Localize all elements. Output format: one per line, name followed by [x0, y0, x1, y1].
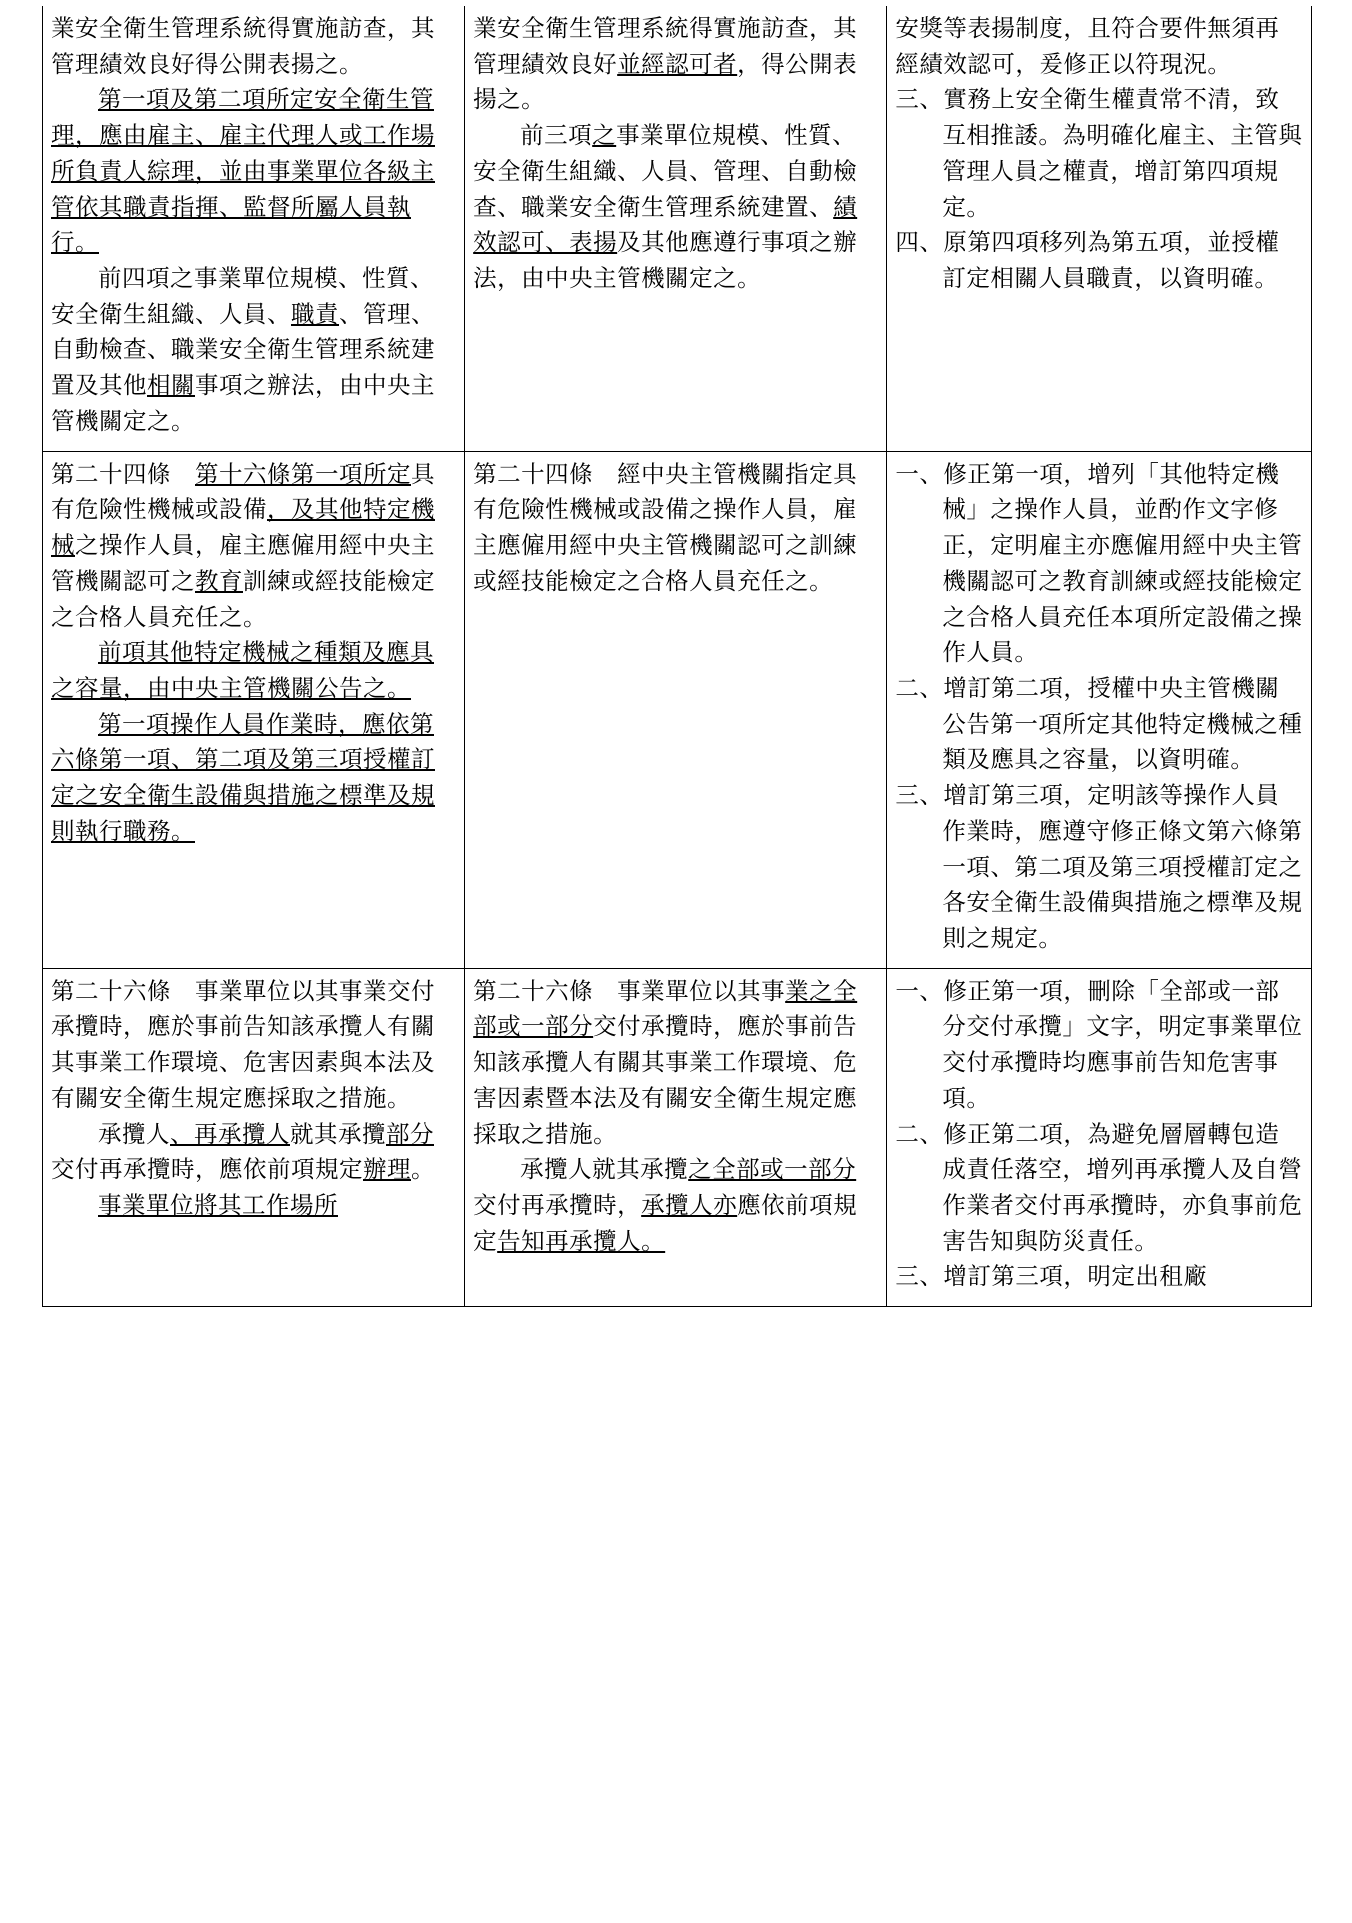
amended-text-segment: 職責	[291, 301, 339, 328]
paragraph	[51, 1118, 456, 1189]
cell-notes	[887, 451, 1312, 968]
text-segment: 第二十四條 經中央主管機關指定具有危險性機械或設備之操作人員，雇主應僱用經中央主管機關認可之訓練或經技能檢定之合格人員充任之。	[473, 461, 858, 595]
text-segment: 、管理、自動檢查、職業安全衛生管理系統建置及其他	[51, 301, 435, 400]
text-segment: 業安全衛生管理系統得實施訪查，其管理績效良好得公開表揚之。	[51, 16, 435, 78]
paragraph	[51, 458, 456, 637]
text-segment: 具有危險性機械或設備	[51, 461, 435, 524]
amended-text-segment: 辦理	[363, 1157, 411, 1184]
text-segment: 交付再承攬時，	[473, 1193, 642, 1219]
note-item: 二、增訂第二項，授權中央主管機關公告第一項所定其他特定機械之種類及應具之容量，以資明確。	[895, 675, 1303, 774]
notes-text-1	[895, 458, 1303, 958]
text-segment: 前四項之事業單位規模、性質、安全衛生組織、人員、	[51, 266, 434, 328]
text-segment: 第二十六條 事業單位以其事	[473, 978, 786, 1005]
note-item: 三、增訂第三項，明定出租廠	[895, 1264, 1208, 1291]
paragraph	[51, 83, 456, 262]
amended-text-segment: 之	[592, 123, 617, 150]
note-text: 安獎等表揚制度，且符合要件無須再經績效認可，爰修正以符現況。	[895, 16, 1280, 78]
text-segment: 業安全衛生管理系統得實施訪查，其管理績效良好	[473, 16, 858, 78]
law-comparison-table	[42, 6, 1312, 1307]
text-segment: 交付再承攬時，應依前項規定	[51, 1157, 363, 1184]
text-segment: 第二十四條	[51, 461, 195, 488]
text-segment: 承攬人就其承攬	[520, 1157, 689, 1184]
cell-amended	[43, 968, 465, 1306]
note-item: 一、修正第一項，刪除「全部或一部分交付承攬」文字，明定事業單位交付承攬時均應事前告知危害事項。	[895, 978, 1303, 1112]
current-text-2	[473, 975, 878, 1261]
amended-text-segment: 績效認可、表揚	[473, 194, 858, 257]
cell-current	[465, 968, 887, 1306]
document-page	[0, 6, 1352, 1923]
text-segment: ，得公開表揚之。	[473, 51, 858, 114]
paragraph	[473, 975, 878, 1154]
text-segment: 及其他應遵行事項之辦法，由中央主管機關定之。	[473, 230, 858, 293]
amended-text-segment: ，及其他特定機械	[51, 497, 435, 560]
table-body	[43, 6, 1312, 1307]
text-segment: 事項之辦法，由中央主管機關定之。	[51, 373, 435, 435]
text-segment: 之操作人員，雇主應僱用經中央主管機關認可之	[51, 533, 435, 595]
paragraph	[51, 1189, 456, 1225]
amended-text-segment: 事業單位將其工作場所	[98, 1193, 338, 1219]
text-segment: 應依前項規定	[473, 1193, 858, 1255]
text-segment: 前三項	[520, 123, 593, 150]
note-item: 四、原第四項移列為第五項，並授權訂定相關人員職責，以資明確。	[895, 230, 1280, 293]
text-segment: 第二十六條 事業單位以其事業交付承攬時，應於事前告知該承攬人有關其事業工作環境、危害因素與本法及有關安全衛生規定應採取之措施。	[51, 978, 435, 1112]
amended-text-segment: 業之全部或一部分	[473, 978, 858, 1041]
amended-text-segment: 之全部或一部分	[688, 1157, 857, 1184]
amended-text-segment: 相關	[147, 373, 195, 400]
cell-notes	[887, 968, 1312, 1306]
note-item: 三、增訂第三項，定明該等操作人員作業時，應遵守修正條文第六條第一項、第二項及第三項授權訂定之各安全衛生設備與措施之標準及規則之規定。	[895, 783, 1303, 952]
notes-text-2	[895, 975, 1303, 1296]
cell-current	[465, 451, 887, 968]
amended-text-1	[51, 458, 456, 851]
paragraph	[473, 458, 878, 601]
paragraph	[473, 12, 878, 119]
notes-text-0	[895, 12, 1303, 298]
paragraph	[51, 262, 456, 441]
amended-text-0	[51, 12, 456, 441]
note-item: 二、修正第二項，為避免層層轉包造成責任落空，增列再承攬人及自營作業者交付再承攬時，亦負事前危害告知與防災責任。	[895, 1121, 1303, 1255]
amended-text-segment: 教育	[195, 568, 243, 595]
paragraph	[51, 636, 456, 707]
amended-text-segment: 第十六條第一項所定	[195, 461, 411, 488]
amended-text-segment: 前項其他特定機械之種類及應具之容量，由中央主管機關公告之。	[51, 640, 434, 702]
amended-text-segment: 第一項及第二項所定安全衛生管理，應由雇主、雇主代理人或工作場所負責人綜理，並由事業單位各級主管依其職責指揮、監督所屬人員執行。	[51, 87, 435, 257]
table-row	[43, 451, 1312, 968]
amended-text-segment: 並經認可者	[617, 51, 738, 78]
cell-notes	[887, 6, 1312, 451]
current-text-0	[473, 12, 878, 298]
paragraph	[51, 12, 456, 83]
paragraph	[51, 975, 456, 1118]
amended-text-segment: 告知再承攬人。	[497, 1228, 666, 1255]
table-row	[43, 6, 1312, 451]
amended-text-segment: 部分	[386, 1121, 434, 1148]
text-segment: 交付承攬時，應於事前告知該承攬人有關其事業工作環境、危害因素暨本法及有關安全衛生規定應採取之措施。	[473, 1014, 858, 1148]
cell-current	[465, 6, 887, 451]
cell-amended	[43, 451, 465, 968]
note-item: 三、實務上安全衛生權責常不清，致互相推諉。為明確化雇主、主管與管理人員之權責，增訂第四項規定。	[895, 87, 1303, 221]
amended-text-segment: 第一項操作人員作業時，應依第六條第一項、第二項及第三項授權訂定之安全衛生設備與措施之標準及規則執行職務。	[51, 711, 435, 845]
paragraph	[473, 1153, 878, 1260]
amended-text-segment: 承攬人亦	[641, 1193, 738, 1219]
cell-amended	[43, 6, 465, 451]
text-segment: 事業單位規模、性質、安全衛生組織、人員、管理、自動檢查、職業安全衛生管理系統建置、	[473, 123, 858, 221]
note-item: 一、修正第一項，增列「其他特定機械」之操作人員，並酌作文字修正，定明雇主亦應僱用經中央主管機關認可之教育訓練或經技能檢定之合格人員充任本項所定設備之操作人員。	[895, 461, 1303, 667]
text-segment: 就其承攬	[290, 1121, 386, 1148]
table-row	[43, 968, 1312, 1306]
text-segment: 承攬人	[98, 1121, 170, 1148]
text-segment: 。	[411, 1157, 435, 1184]
amended-text-segment: 、再承攬人	[170, 1121, 290, 1148]
paragraph	[473, 119, 878, 298]
amended-text-2	[51, 975, 456, 1225]
text-segment: 訓練或經技能檢定之合格人員充任之。	[51, 568, 435, 631]
current-text-1	[473, 458, 878, 601]
paragraph	[51, 708, 456, 851]
